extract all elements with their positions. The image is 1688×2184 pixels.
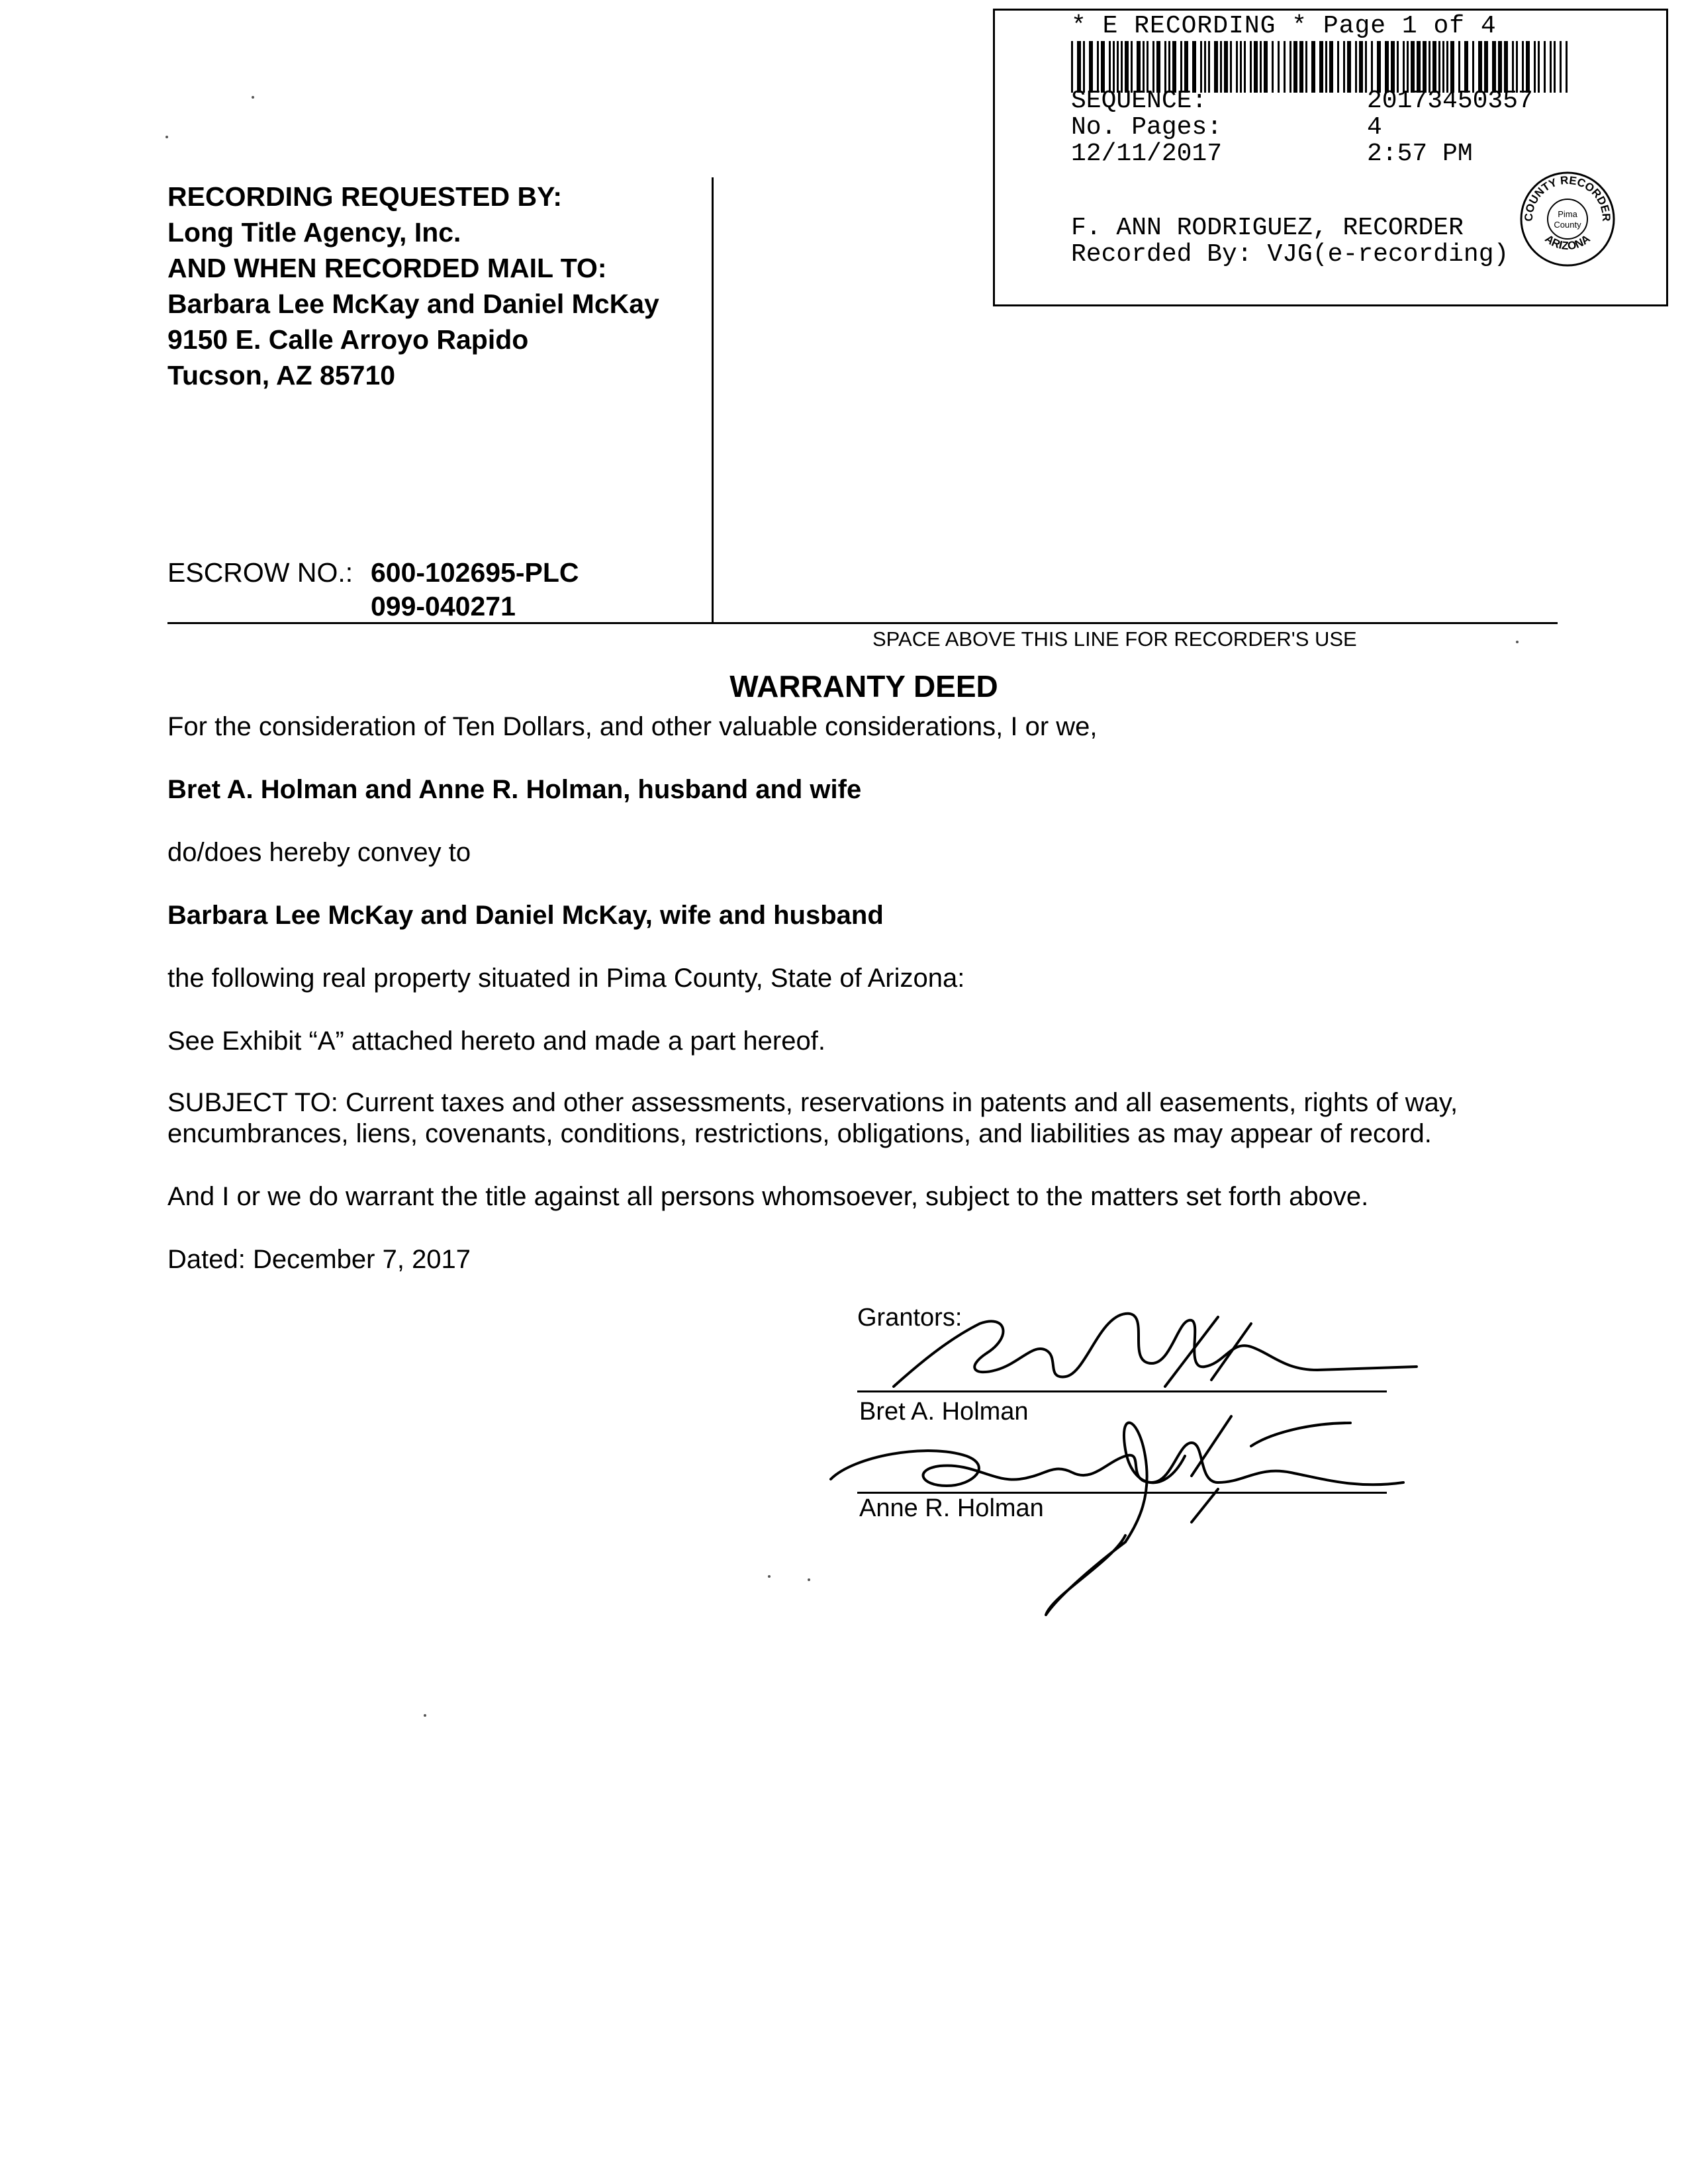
dated-text: Dated: December 7, 2017 bbox=[167, 1245, 471, 1274]
county-recorder-seal bbox=[1518, 169, 1617, 269]
barcode-bar bbox=[1325, 41, 1327, 93]
grantor-1-name: Bret A. Holman bbox=[859, 1398, 1029, 1426]
barcode-bar bbox=[1117, 41, 1119, 93]
barcode-bar bbox=[1260, 41, 1262, 93]
barcode-bar bbox=[1526, 41, 1530, 93]
barcode-bar bbox=[1403, 41, 1405, 93]
recorder-name: F. ANN RODRIGUEZ, RECORDER bbox=[1071, 214, 1464, 242]
barcode-bar bbox=[1131, 41, 1133, 93]
barcode-bar bbox=[1522, 41, 1524, 93]
barcode-bar bbox=[1254, 41, 1258, 93]
barcode-bar bbox=[1417, 41, 1421, 93]
barcode-bar bbox=[1299, 41, 1303, 93]
barcode-bar bbox=[1319, 41, 1323, 93]
pages-value: 4 bbox=[1367, 113, 1382, 142]
barcode-bar bbox=[1137, 41, 1141, 93]
scan-speck bbox=[424, 1714, 426, 1717]
vertical-divider bbox=[712, 177, 714, 622]
barcode-bar bbox=[1554, 41, 1556, 93]
signature-anne-holman bbox=[831, 1443, 1403, 1486]
requested-by: Long Title Agency, Inc. bbox=[167, 217, 461, 248]
barcode-bar bbox=[1450, 41, 1454, 93]
barcode-bar bbox=[1289, 41, 1291, 93]
mail-to-street: 9150 E. Calle Arroyo Rapido bbox=[167, 324, 529, 355]
pages-label: No. Pages: bbox=[1071, 113, 1223, 142]
svg-text:ARIZONA bbox=[1542, 232, 1592, 252]
signature-bret-holman bbox=[894, 1314, 1417, 1387]
barcode-bar bbox=[1121, 41, 1123, 93]
barcode-bar bbox=[1429, 41, 1430, 93]
barcode-bar bbox=[1397, 41, 1399, 93]
requested-by-label: RECORDING REQUESTED BY: bbox=[167, 181, 563, 212]
recorder-use-divider bbox=[167, 622, 1558, 624]
barcode-bar bbox=[1343, 41, 1345, 93]
barcode-bar bbox=[1224, 41, 1228, 93]
signature-line-1 bbox=[857, 1390, 1387, 1392]
barcode-bar bbox=[1204, 41, 1206, 93]
grantors-label: Grantors: bbox=[857, 1304, 962, 1332]
barcode-bar bbox=[1101, 41, 1105, 93]
barcode-bar bbox=[1293, 41, 1297, 93]
barcode-bar bbox=[1172, 41, 1176, 93]
recording-stamp bbox=[993, 9, 1668, 306]
barcode-bar bbox=[1355, 41, 1357, 93]
barcode-bar bbox=[1192, 41, 1196, 93]
sequence-label: SEQUENCE: bbox=[1071, 87, 1207, 115]
seal-center-2: County bbox=[1554, 220, 1581, 230]
scan-speck bbox=[768, 1575, 771, 1578]
barcode-bar bbox=[1371, 41, 1373, 93]
scan-speck bbox=[808, 1578, 810, 1581]
barcode-bar bbox=[1464, 41, 1468, 93]
warrant-text: And I or we do warrant the title against all persons whomsoever, subject to the matters set forth above. bbox=[167, 1182, 1369, 1211]
barcode-bar bbox=[1347, 41, 1351, 93]
barcode-bar bbox=[1113, 41, 1115, 93]
recorder-use-note: SPACE ABOVE THIS LINE FOR RECORDER'S USE bbox=[872, 627, 1357, 651]
convey-text: do/does hereby convey to bbox=[167, 838, 471, 867]
barcode-bar bbox=[1438, 41, 1440, 93]
barcode-bar bbox=[1250, 41, 1252, 93]
barcode-bar bbox=[1230, 41, 1232, 93]
barcode-bar bbox=[1512, 41, 1514, 93]
barcode-bar bbox=[1147, 41, 1149, 93]
barcode-bar bbox=[1071, 41, 1073, 93]
barcode-bar bbox=[1200, 41, 1202, 93]
barcode-bar bbox=[1077, 41, 1081, 93]
barcode-bar bbox=[1442, 41, 1444, 93]
barcode-bar bbox=[1125, 41, 1129, 93]
barcode-bar bbox=[1278, 41, 1280, 93]
barcode-bar bbox=[1423, 41, 1427, 93]
barcode-bar bbox=[1458, 41, 1460, 93]
recorded-by: Recorded By: VJG(e-recording) bbox=[1071, 240, 1509, 269]
deed-title: WARRANTY DEED bbox=[729, 669, 998, 704]
grantor-2-name: Anne R. Holman bbox=[859, 1494, 1044, 1522]
barcode-bar bbox=[1560, 41, 1562, 93]
recording-time: 2:57 PM bbox=[1367, 140, 1473, 168]
barcode-bar bbox=[1097, 41, 1099, 93]
barcode-bar bbox=[1168, 41, 1170, 93]
barcode-bar bbox=[1472, 41, 1474, 93]
barcode-bar bbox=[1109, 41, 1111, 93]
barcode-bar bbox=[1089, 41, 1093, 93]
barcode-bar bbox=[1407, 41, 1409, 93]
scan-speck bbox=[165, 136, 168, 138]
seal-text-bottom: ARIZONA bbox=[1542, 232, 1593, 253]
barcode-bar bbox=[1152, 41, 1154, 93]
barcode-bar bbox=[1305, 41, 1307, 93]
barcode-bar bbox=[1478, 41, 1482, 93]
barcode-bar bbox=[1272, 41, 1274, 93]
barcode-bar bbox=[1538, 41, 1540, 93]
barcode-bar bbox=[1534, 41, 1536, 93]
barcode-bar bbox=[1446, 41, 1448, 93]
scan-speck bbox=[252, 96, 254, 99]
barcode-bar bbox=[1337, 41, 1339, 93]
barcode-bar bbox=[1391, 41, 1395, 93]
exhibit-text: See Exhibit “A” attached hereto and made a part hereof. bbox=[167, 1026, 825, 1056]
barcode-bar bbox=[1284, 41, 1286, 93]
seal-text-top: COUNTY RECORDER bbox=[1522, 173, 1613, 222]
signature-line-2 bbox=[857, 1492, 1387, 1494]
barcode-bar bbox=[1385, 41, 1389, 93]
grantors-names: Bret A. Holman and Anne R. Holman, husband and wife bbox=[167, 775, 862, 804]
barcode-bar bbox=[1180, 41, 1182, 93]
mail-to-label: AND WHEN RECORDED MAIL TO: bbox=[167, 253, 607, 283]
barcode-bar bbox=[1184, 41, 1188, 93]
consideration-text: For the consideration of Ten Dollars, and other valuable considerations, I or we, bbox=[167, 712, 1098, 741]
barcode-bar bbox=[1164, 41, 1166, 93]
barcode-bar bbox=[1240, 41, 1242, 93]
barcode-bar bbox=[1236, 41, 1238, 93]
barcode-bar bbox=[1156, 41, 1160, 93]
barcode-bar bbox=[1492, 41, 1496, 93]
barcode-bar bbox=[1566, 41, 1568, 93]
barcode-bar bbox=[1311, 41, 1315, 93]
barcode-bar bbox=[1377, 41, 1381, 93]
barcode-bar bbox=[1264, 41, 1268, 93]
barcode-bar bbox=[1432, 41, 1436, 93]
subject-to-text: SUBJECT TO: Current taxes and other assessments, reservations in patents and all easements, rights of way, encumbrances, liens, covenants, conditions, restrictions, obligations, and liabilities as may appear of record. bbox=[167, 1088, 1458, 1148]
barcode-bar bbox=[1516, 41, 1518, 93]
barcode-bar bbox=[1365, 41, 1367, 93]
barcode-bar bbox=[1083, 41, 1085, 93]
scan-speck bbox=[1516, 641, 1519, 643]
mail-to-city: Tucson, AZ 85710 bbox=[167, 360, 396, 390]
seal-center-1: Pima bbox=[1558, 209, 1577, 219]
barcode-bar bbox=[1143, 41, 1145, 93]
barcode-bar bbox=[1220, 41, 1222, 93]
barcode-bar bbox=[1244, 41, 1246, 93]
barcode-bar bbox=[1484, 41, 1488, 93]
barcode bbox=[1071, 41, 1574, 94]
escrow-number-2: 099-040271 bbox=[371, 591, 516, 621]
barcode-bar bbox=[1208, 41, 1210, 93]
stamp-banner: * E RECORDING * Page 1 of 4 bbox=[1071, 12, 1497, 40]
mail-to-name: Barbara Lee McKay and Daniel McKay bbox=[167, 289, 659, 319]
grantees-names: Barbara Lee McKay and Daniel McKay, wife and husband bbox=[167, 901, 884, 930]
sequence-value: 20173450357 bbox=[1367, 87, 1533, 115]
escrow-number-1: 600-102695-PLC bbox=[371, 557, 579, 588]
address-block bbox=[167, 179, 659, 393]
barcode-bar bbox=[1550, 41, 1552, 93]
barcode-bar bbox=[1544, 41, 1546, 93]
barcode-bar bbox=[1329, 41, 1333, 93]
barcode-bar bbox=[1411, 41, 1415, 93]
barcode-bar bbox=[1214, 41, 1218, 93]
barcode-bar bbox=[1359, 41, 1363, 93]
property-text: the following real property situated in Pima County, State of Arizona: bbox=[167, 964, 965, 993]
recording-date: 12/11/2017 bbox=[1071, 140, 1223, 168]
barcode-bar bbox=[1498, 41, 1502, 93]
barcode-bar bbox=[1504, 41, 1508, 93]
escrow-label: ESCROW NO.: bbox=[167, 557, 353, 588]
